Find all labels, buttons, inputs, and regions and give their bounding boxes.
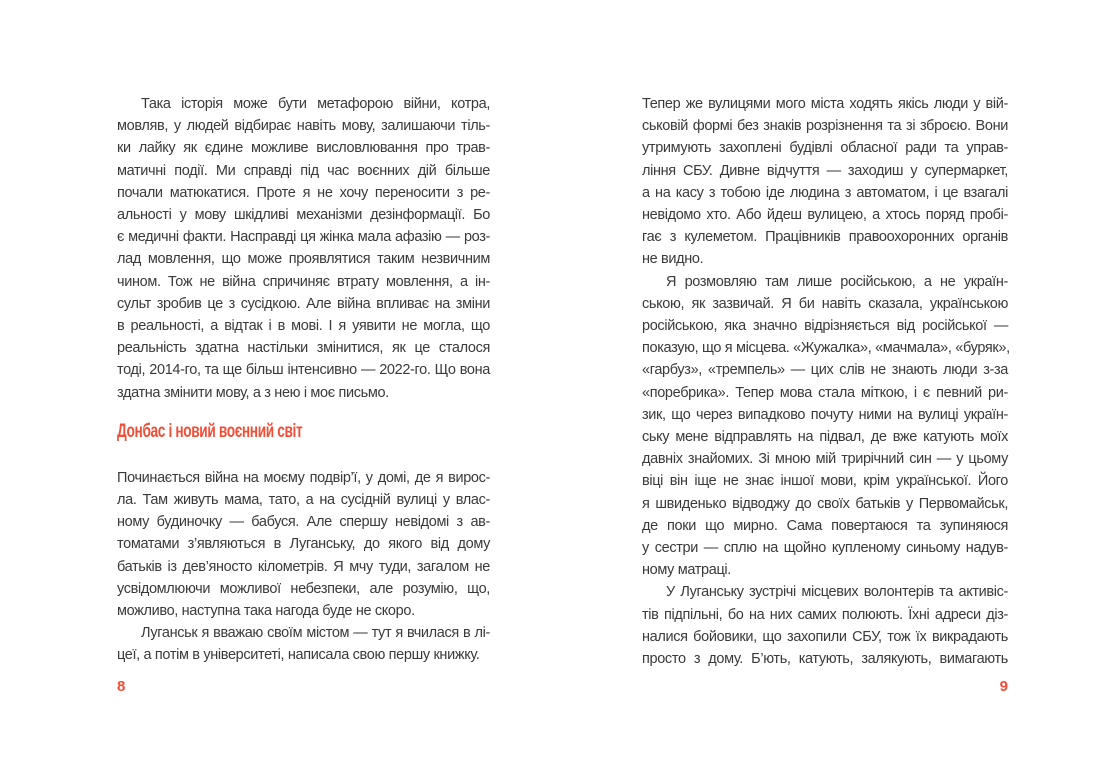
paragraph — [642, 93, 1008, 271]
text-line: Я розмовляю там лише російською, а не україн- — [666, 273, 1008, 290]
text-line: здатна змінити мову, а з нею і моє письмо. — [117, 384, 389, 401]
text-line: гає з кулеметом. Працівників правоохоронних органів — [642, 229, 1008, 246]
text-line: можливо, наступна така нагода буде не скоро. — [117, 603, 415, 620]
text-line: тів підпільні, бо на них самих полюють. Їхні адреси діз- — [642, 606, 1008, 623]
paragraph — [117, 467, 490, 622]
text-line: налися бойовики, що захопили СБУ, тож їх викрадають — [642, 628, 1008, 645]
text-line: «поребрика». Тепер мова стала міткою, і є певний ри- — [642, 384, 1008, 401]
text-line: давніх знайомих. Зі мною мій трирічний син — у цьому — [642, 451, 1008, 468]
paragraph — [642, 581, 1008, 670]
text-line: а на касу з тобою іде людина з автоматом, і це взагалі — [642, 184, 1008, 201]
text-line: усвідомлюючи можливої небезпеки, але розумію, що, — [117, 580, 490, 597]
text-line: почали матюкатися. Проте я не хочу переносити з ре- — [117, 184, 490, 201]
text-line: лад мовлення, що може проявлятися таким незвичним — [117, 251, 490, 268]
text-line: ла. Там живуть мама, тато, а на сусідній вулиці у влас- — [117, 492, 490, 509]
text-line: просто з дому. Б’ють, катують, залякують, вимагають — [642, 651, 1008, 668]
text-line: ською, як зазвичай. Я би навіть сказала, українською — [642, 295, 1008, 312]
text-line: утримують захоплені будівлі обласної ради та управ- — [642, 140, 1008, 157]
text-line: Така історія може бути метафорою війни, котра, — [141, 96, 490, 112]
text-line: сульт зробив це з сусідкою. Але війна впливає на зміни — [117, 295, 490, 312]
text-line: невідомо хто. Або йдеш вулицею, а хтось поряд пробі- — [642, 207, 1008, 224]
text-line: ки лайку як єдине можливе висловлювання про трав- — [117, 140, 490, 157]
text-line: російською, яка значно відрізняється від російської — — [642, 318, 1008, 335]
text-line: ління СБУ. Дивне відчуття — заходиш у супермаркет, — [642, 162, 1008, 179]
page-number-right: 9 — [999, 678, 1008, 695]
text-line: тоді, 2014-го, та ще більш інтенсивно — 2022-го. Що вона — [117, 362, 490, 379]
text-line: Тепер же вулицями мого міста ходять якісь люди у вій- — [642, 96, 1008, 112]
text-line: ськовій формі без знаків розрізнення та зі зброєю. Вони — [642, 118, 1008, 135]
page-number-left: 8 — [117, 678, 126, 695]
text-line: цеї, а потім в університеті, написала свою першу книжку. — [117, 647, 480, 664]
section-heading-text: Донбас і новий воєнний світ — [117, 420, 303, 442]
text-line: матичні події. Ми справді під час воєнних дій більше — [117, 162, 490, 179]
text-line: У Луганську зустрічі місцевих волонтерів та активіс- — [666, 584, 1008, 601]
text-line: «гарбуз», «тремпель» — цих слів не знають люди з-за — [642, 362, 1008, 379]
text-line: зик, що через випадково почуту ними на вулиці україн- — [642, 406, 1008, 423]
text-line: де поки що мирно. Сама повертаюся та зупиняюся — [642, 517, 1008, 534]
text-line: реальність здатна настільки змінитися, як це сталося — [117, 340, 490, 357]
paragraph — [117, 622, 490, 666]
text-line: не видно. — [642, 251, 704, 268]
text-line: я швиденько відводжу до своїх батьків у Первомайськ, — [642, 495, 1008, 512]
text-line: Луганськ я вважаю своїм містом — тут я вчилася в лі- — [141, 625, 490, 642]
text-line: альності у мову шкідливі механізми дезінформації. Бо — [117, 207, 490, 224]
text-line: батьків із дев’яносто кілометрів. Я мчу туди, загалом не — [117, 558, 490, 575]
text-line: у сестри — сплю на щойно купленому синьому надув- — [642, 540, 1008, 557]
text-line: ному матраці. — [642, 562, 731, 579]
text-line: показую, що я місцева. «Жужалка», «мачмала», «буряк», — [642, 340, 1010, 357]
text-line: томатами з’являються в Луганську, до якого від дому — [117, 536, 490, 553]
text-line: ську мене відправлять на підвал, де вже катують моїх — [642, 429, 1008, 446]
page-right-text-column — [642, 93, 1008, 670]
text-line: в реальності, а відтак і в мові. І я уявити не могла, що — [117, 318, 490, 335]
paragraph — [642, 271, 1008, 582]
section-heading — [117, 420, 490, 445]
page-left-text-column — [117, 93, 490, 667]
text-line: мовляв, у людей відбирає навіть мову, залишаючи тіль- — [117, 118, 490, 135]
text-line: є медичні факти. Насправді ця жінка мала афазію — роз- — [117, 229, 490, 246]
text-line: ному будиночку — бабуся. Але спершу невідомі з ав- — [117, 514, 490, 531]
text-line: Починається війна на моєму подвір’ї, у домі, де я вирос- — [117, 469, 490, 486]
paragraph — [117, 93, 490, 404]
text-line: віці він іще не знає іншої мови, крім української. Його — [642, 473, 1008, 490]
text-line: чином. Тож не війна спричиняє втрату мовлення, а ін- — [117, 273, 490, 290]
